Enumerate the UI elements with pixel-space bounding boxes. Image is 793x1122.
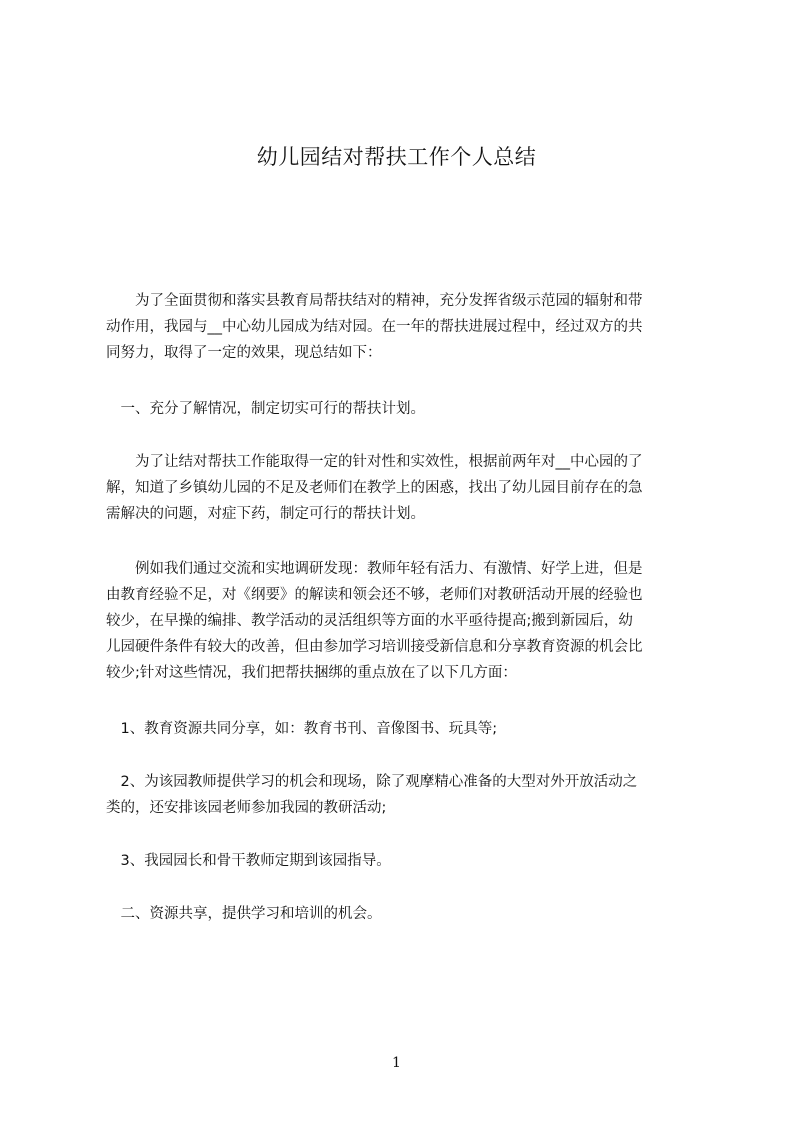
paragraph-line: 需解决的问题，对症下药，制定可行的帮扶计划。 <box>106 506 425 522</box>
list-item-2 <box>106 769 710 821</box>
paragraph-line: 解，知道了乡镇幼儿园的不足及老师们在教学上的困惑，找出了幼儿园目前存在的急 <box>106 480 643 496</box>
list-item-line: 类的，还安排该园老师参加我园的教研活动; <box>106 800 387 816</box>
section-heading-2 <box>106 901 710 927</box>
paragraph-line: 动作用，我园与__中心幼儿园成为结对园。在一年的帮扶进展过程中，经过双方的共 <box>106 319 643 335</box>
list-item-1 <box>106 716 710 742</box>
heading-line: 一、充分了解情况，制定切实可行的帮扶计划。 <box>106 401 425 417</box>
section-heading-1 <box>106 396 710 422</box>
paragraph-line: 较少，在早操的编排、教学活动的灵活组织等方面的水平亟待提高;搬到新园后，幼 <box>106 613 633 629</box>
list-item-line: 1、教育资源共同分享，如：教育书刊、音像图书、玩具等; <box>106 721 498 737</box>
paragraph-line: 例如我们通过交流和实地调研发现：教师年轻有活力、有激情、好学上进，但是 <box>106 561 643 577</box>
list-item-3 <box>106 848 710 874</box>
paragraph-line: 为了让结对帮扶工作能取得一定的针对性和实效性，根据前两年对__中心园的了 <box>106 454 643 470</box>
heading-line: 二、资源共享，提供学习和培训的机会。 <box>106 906 382 922</box>
paragraph-research <box>106 556 710 686</box>
paragraph-intro <box>106 288 710 366</box>
page-number: 1 <box>392 1055 401 1071</box>
list-item-line: 3、我园园长和骨干教师定期到该园指导。 <box>106 853 391 869</box>
paragraph-line: 由教育经验不足，对《纲要》的解读和领会还不够，老师们对教研活动开展的经验也 <box>106 587 643 603</box>
paragraph-line: 较少;针对这些情况，我们把帮扶捆绑的重点放在了以下几方面： <box>106 665 517 681</box>
paragraph-line: 为了全面贯彻和落实县教育局帮扶结对的精神，充分发挥省级示范园的辐射和带 <box>106 293 643 309</box>
paragraph-plan <box>106 449 710 527</box>
document-title: 幼儿园结对帮扶工作个人总结 <box>256 145 537 169</box>
paragraph-line: 同努力，取得了一定的效果，现总结如下： <box>106 345 382 361</box>
list-item-line: 2、为该园教师提供学习的机会和现场，除了观摩精心准备的大型对外开放活动之 <box>106 774 638 790</box>
paragraph-line: 儿园硬件条件有较大的改善，但由参加学习培训接受新信息和分享教育资源的机会比 <box>106 639 643 655</box>
